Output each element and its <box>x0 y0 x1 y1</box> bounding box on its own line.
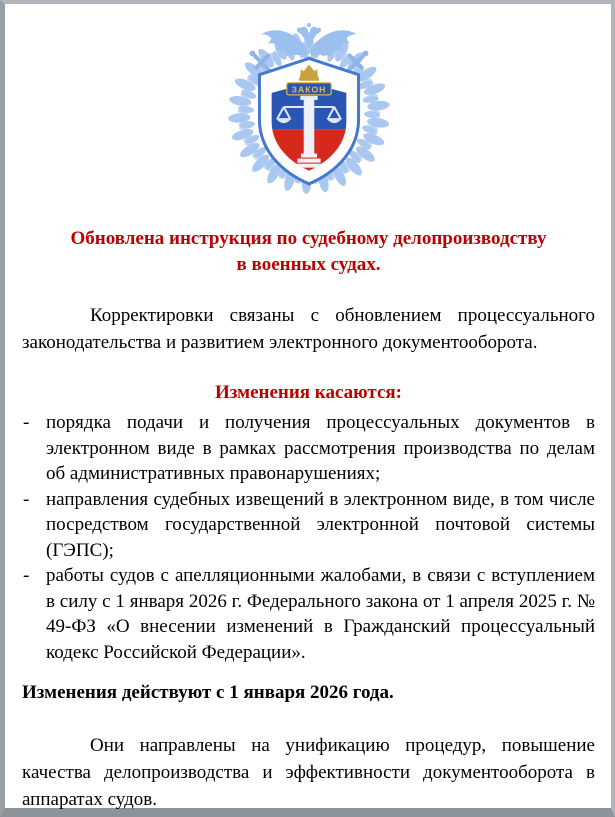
effective-date-line: Изменения действуют с 1 января 2026 года. <box>22 682 394 703</box>
page-title <box>22 226 595 278</box>
changes-heading: Изменения касаются: <box>214 382 403 403</box>
change-item: - порядка подачи и получения процессуальных документов в электронном виде в рамках рассмотрения производства по делам об административных правонарушениях; <box>22 410 595 487</box>
title-line-2: в военных судах. <box>236 254 381 275</box>
law-banner <box>286 83 331 95</box>
law-banner-text: ЗАКОН <box>291 84 326 95</box>
change-item: - работы судов с апелляционными жалобами, в связи с вступлением в силу с 1 января 2026 г. Федерального закона от 1 апреля 2025 г. № 49-ФЗ «О внесении изменений в Гражданский процессуальный кодекс Российской Федерации». <box>22 563 595 665</box>
change-item: - направления судебных извещений в электронном виде, в том числе посредством государственной электронной почтовой системы (ГЭПС); <box>22 487 595 564</box>
closing-paragraph: Они направлены на унификацию процедур, повышение качества делопроизводства и эффективности документооборота в аппаратах судов. <box>22 735 595 810</box>
intro-paragraph: Корректировки связаны с обновлением процессуального законодательства и развитием электронного документооборота. <box>22 305 595 353</box>
justice-emblem-icon <box>223 18 395 196</box>
title-line-1: Обновлена инструкция по судебному делопроизводству <box>70 228 547 249</box>
changes-list <box>22 410 595 665</box>
